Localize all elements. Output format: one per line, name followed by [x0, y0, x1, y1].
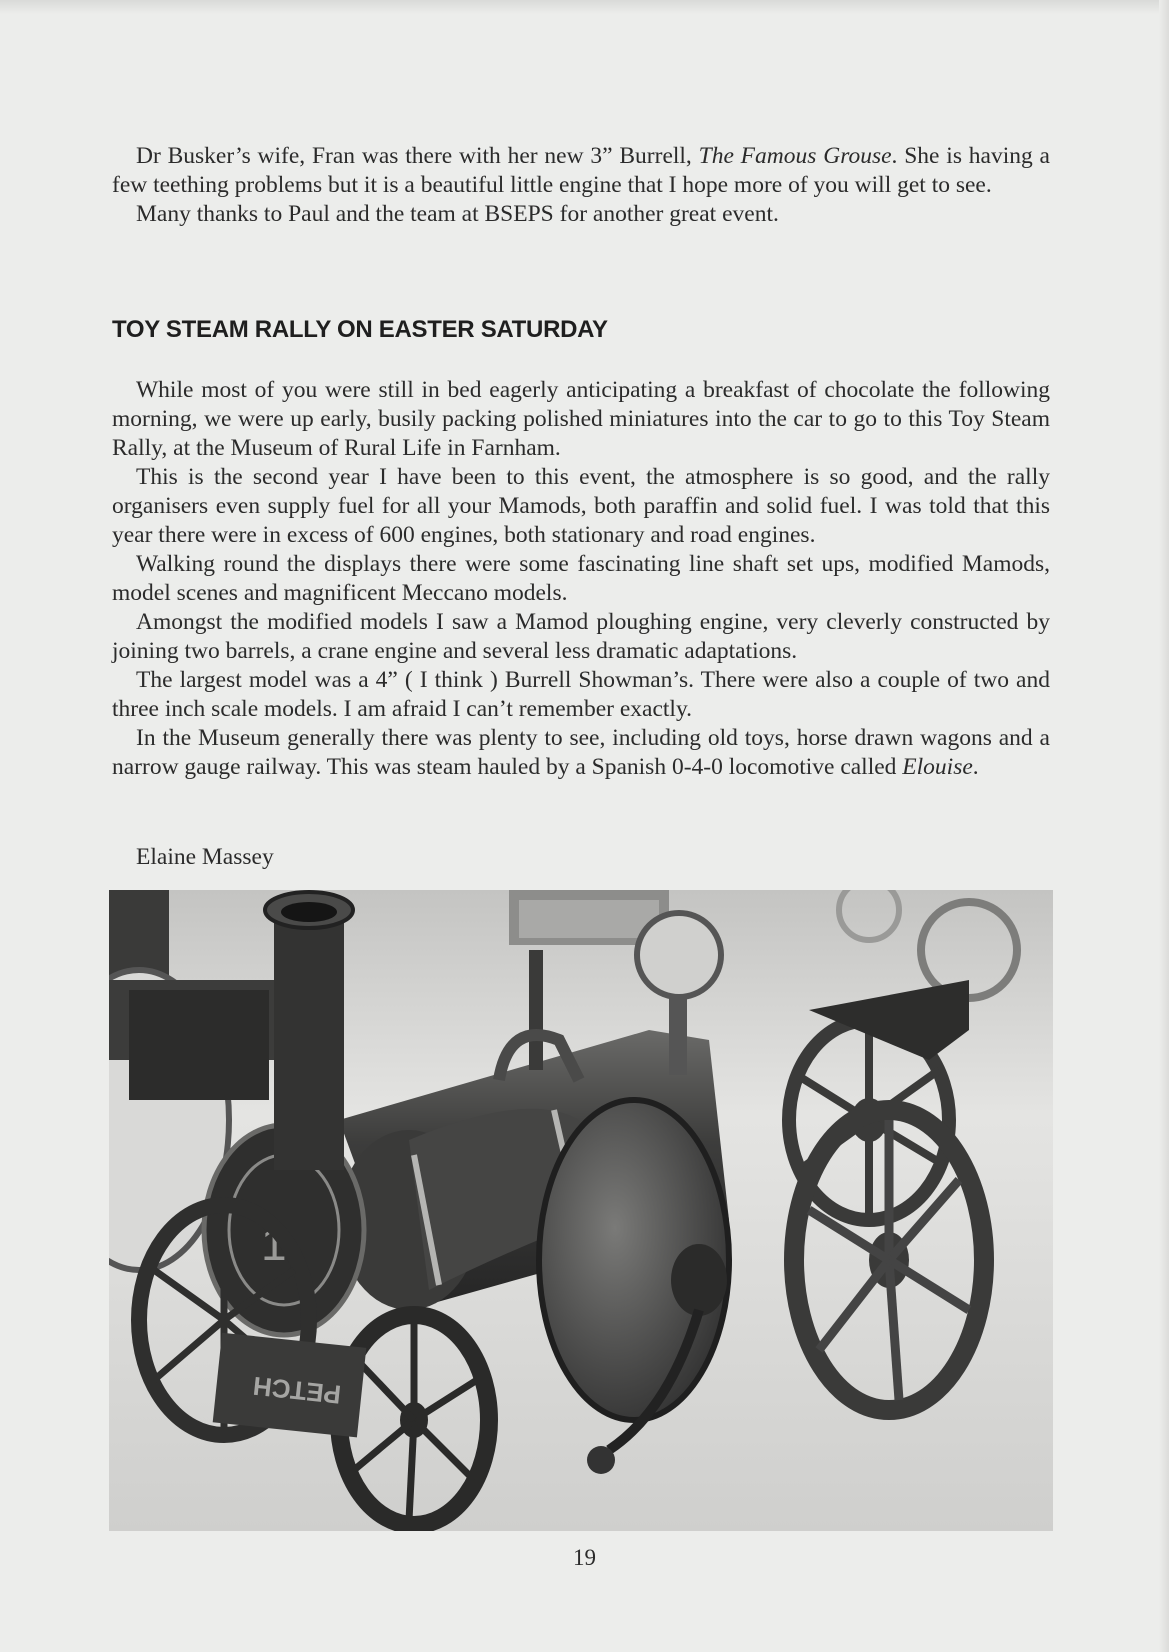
- photo-illustration: [109, 890, 1053, 1531]
- paragraph-thanks: Many thanks to Paul and the team at BSEPS for another great event.: [136, 201, 779, 227]
- number-plate: PETCH: [251, 1370, 343, 1410]
- page-right-edge: [1159, 0, 1169, 1652]
- intro-text: [112, 142, 1050, 229]
- article-paragraph: The largest model was a 4” ( I think ) Burrell Showman’s. There were also a couple of two and three inch scale models. I am afraid I can’t remember exactly.: [112, 667, 1050, 722]
- page-number: 19: [573, 1545, 596, 1570]
- locomotive-name: Elouise: [902, 754, 973, 780]
- page-top-edge: [0, 0, 1169, 14]
- svg-text:1: 1: [261, 1218, 287, 1270]
- traction-engine-photo: [109, 890, 1053, 1531]
- article-paragraph: This is the second year I have been to this event, the atmosphere is so good, and the rally organisers even supply fuel for all your Mamods, both paraffin and solid fuel. I was told that this year there were in excess of 600 engines, both stationary and road engines.: [112, 464, 1050, 548]
- article-paragraph: Walking round the displays there were some fascinating line shaft set ups, modified Mamods, model scenes and magnificent Meccano models.: [112, 551, 1050, 606]
- author-signature: Elaine Massey: [136, 844, 274, 870]
- engine-name: The Famous Grouse: [698, 143, 892, 169]
- article-paragraph: Amongst the modified models I saw a Mamod ploughing engine, very cleverly constructed by joining two barrels, a crane engine and several less dramatic adaptations.: [112, 609, 1050, 664]
- article-paragraph: While most of you were still in bed eagerly anticipating a breakfast of chocolate the following morning, we were up early, busily packing polished miniatures into the car to go to this Toy Steam Rally, at the Museum of Rural Life in Farnham.: [112, 377, 1050, 461]
- paragraph-fran-burrell: Dr Busker’s wife, Fran was there with her new 3” Burrell, The Famous Grouse. She is having a few teething problems but it is a beautiful little engine that I hope more of you will get to see.: [112, 143, 1050, 198]
- article-paragraph-museum: In the Museum generally there was plenty to see, including old toys, horse drawn wagons and a narrow gauge railway. This was steam hauled by a Spanish 0-4-0 locomotive called Elouise.: [112, 725, 1050, 780]
- article-body: [112, 376, 1050, 782]
- article-heading: TOY STEAM RALLY ON EASTER SATURDAY: [112, 316, 608, 343]
